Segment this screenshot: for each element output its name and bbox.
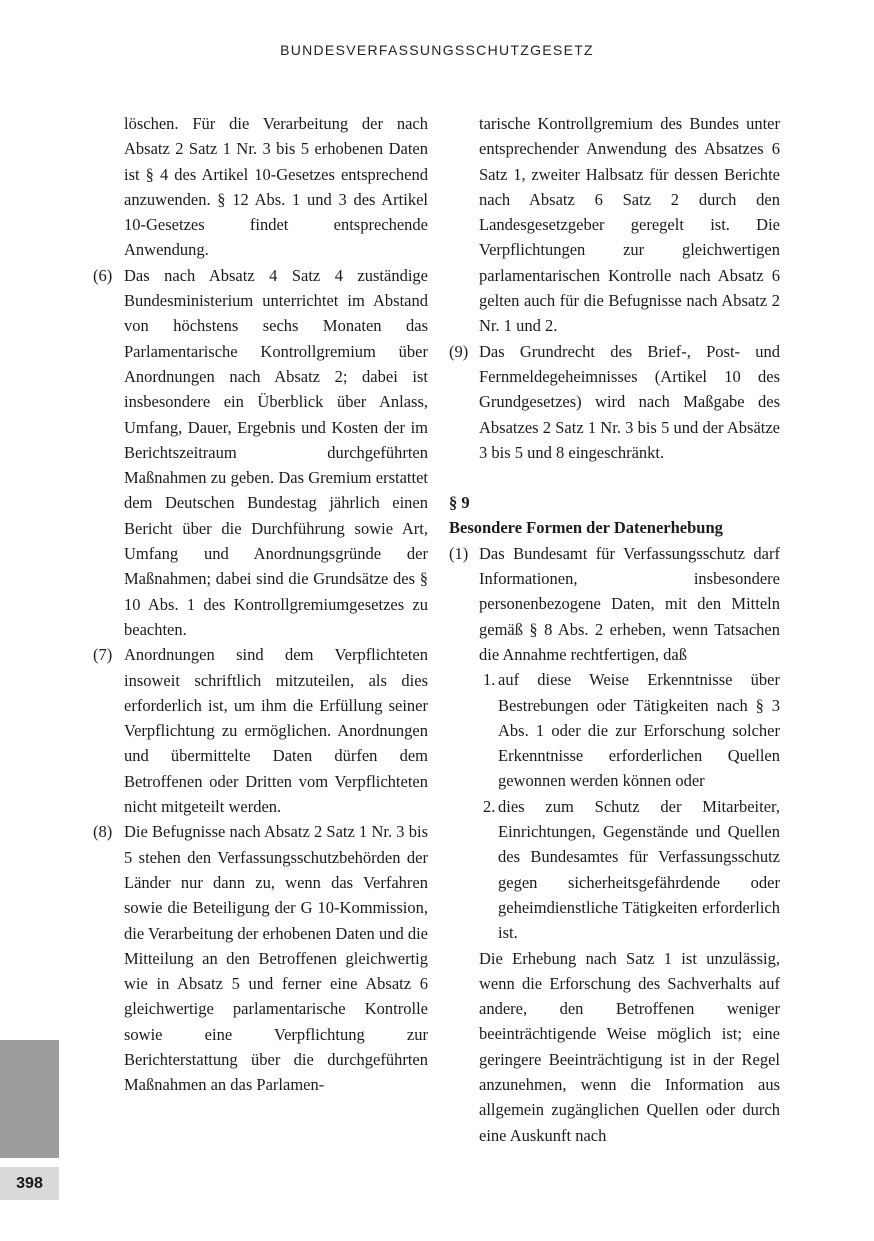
paragraph-text: Das Grundrecht des Brief-, Post- und Fernmeldegeheimnisses (Artikel 10 des Grundgesetzes) wird nach Maßgabe des Absatzes 2 Satz 1 Nr. 3 bis 5 und der Absätze 3 bis 5 und 8 eingeschränkt. [479, 341, 780, 462]
paragraph-text: tarische Kontrollgremium des Bundes unter entsprechender Anwendung des Absatzes 6 Satz 1, zweiter Halbsatz für dessen Berichte nach Absatz 6 Satz 2 durch den Landesgesetzgeber geregelt ist. Die Verpflichtungen zur gleichwertigen parlamentarischen Kontrolle nach Absatz 6 gelten auch für die Befugnisse nach Absatz 2 Nr. 1 und 2. [479, 114, 780, 336]
thumb-index-tab [0, 1040, 59, 1158]
list-item-2 [483, 794, 780, 946]
law-paragraph-8 [93, 819, 428, 1097]
law-paragraph-6 [93, 263, 428, 642]
paragraph-text: Die Befugnisse nach Absatz 2 Satz 1 Nr. 3 bis 5 stehen den Verfassungsschutzbehörden der Länder nur dann zu, wenn das Verfahren sowie die Beteiligung der G 10-Kommission, die Verarbeitung der erhobenen Daten und die Mitteilung an den Betroffenen gleichwertig wie in Absatz 5 und ferner eine Absatz 6 gleichwertige parlamentarische Kontrolle sowie eine Verpflichtung zur Berichterstattung über die durchgeführten Maßnahmen an das Parlamen- [124, 822, 428, 1095]
paragraph-number: (8) [93, 822, 113, 842]
section-title: Besondere Formen der Datenerhebung [449, 518, 723, 538]
law-paragraph-continuation [124, 111, 428, 263]
paragraph-number: (9) [449, 341, 469, 361]
running-head-title: BUNDESVERFASSUNGSSCHUTZGESETZ [280, 42, 594, 58]
list-item-text: dies zum Schutz der Mitarbeiter, Einrichtungen, Gegenstände und Quellen des Bundesamtes für Verfassungsschutz gegen sicherheitsgefährdende oder geheimdienstliche Tätigkeiten erforderlich ist. [498, 796, 780, 943]
law-paragraph-1 [449, 541, 780, 1148]
law-paragraph-7 [93, 642, 428, 819]
paragraph-number: (6) [93, 265, 113, 285]
list-item-1 [483, 667, 780, 793]
paragraph-text: Anordnungen sind dem Verpflichteten insoweit schriftlich mitzuteilen, als dies erforderlich ist, um ihm die Erfüllung seiner Verpflichtung zu ermöglichen. Anordnungen und übermittelte Daten dürfen dem Betroffenen oder Dritten vom Verpflichteten nicht mitgeteilt werden. [124, 645, 428, 817]
list-item-number: 2. [483, 796, 496, 816]
law-paragraph-9 [449, 339, 780, 465]
text-columns [93, 111, 780, 1148]
paragraph-text: Das nach Absatz 4 Satz 4 zuständige Bundesministerium unterrichtet im Abstand von höchstens sechs Monaten das Parlamentarische Kontrollgremium über Anordnungen nach Absatz 2; dabei ist insbesondere ein Überblick über Anlass, Umfang, Dauer, Ergebnis und Kosten der im Berichtszeitraum durchgeführten Maßnahmen zu geben. Das Gremium erstattet dem Deutschen Bundestag jährlich einen Bericht über die Durchführung sowie Art, Umfang und Anordnungsgründe der Maßnahmen; dabei sind die Grundsätze des § 10 Abs. 1 des Kontrollgremiumgesetzes zu beachten. [124, 265, 428, 639]
left-column [93, 111, 428, 1148]
right-column [449, 111, 780, 1148]
list-item-number: 1. [483, 670, 496, 690]
law-paragraph-8-continuation [479, 111, 780, 339]
section-heading [449, 490, 780, 541]
paragraph-number: (7) [93, 645, 113, 665]
paragraph-text: Das Bundesamt für Verfassungsschutz darf Informationen, insbesondere personenbezogene Daten, mit den Mitteln gemäß § 8 Abs. 2 erheben, wenn Tatsachen die Annahme rechtfertigen, daß [479, 543, 780, 664]
section-number: § 9 [449, 493, 470, 513]
list-item-text: auf diese Weise Erkenntnisse über Bestrebungen oder Tätigkeiten nach § 3 Abs. 1 oder die zur Erforschung solcher Erkenntnisse erforderlichen Quellen gewonnen werden können oder [498, 670, 780, 791]
page-number-badge [0, 1167, 59, 1200]
paragraph-closing-text: Die Erhebung nach Satz 1 ist unzulässig, wenn die Erforschung des Sachverhalts auf andere, den Betroffenen weniger beeinträchtigende Weise möglich ist; eine geringere Beeinträchtigung ist in der Regel anzunehmen, wenn die Information aus allgemein zugänglichen Quellen oder durch eine Auskunft nach [479, 948, 780, 1145]
paragraph-text: löschen. Für die Verarbeitung der nach Absatz 2 Satz 1 Nr. 3 bis 5 erhobenen Daten ist § 4 des Artikel 10-Gesetzes entsprechend anzuwenden. § 12 Abs. 1 und 3 des Artikel 10-Gesetzes findet entsprechende Anwendung. [124, 114, 428, 260]
paragraph-number: (1) [449, 543, 469, 563]
page-number: 398 [16, 1175, 43, 1192]
